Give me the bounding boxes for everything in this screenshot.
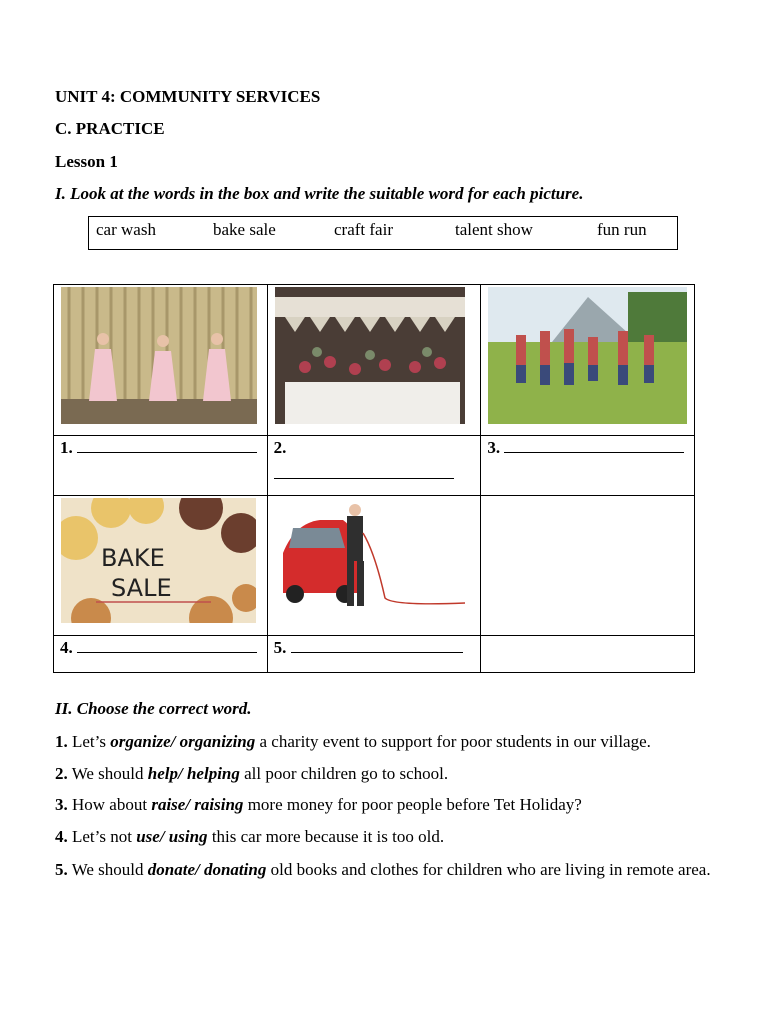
picture-cell bbox=[54, 285, 268, 436]
answer-blank[interactable] bbox=[77, 638, 257, 653]
question bbox=[55, 763, 715, 785]
picture-grid bbox=[53, 284, 695, 673]
exercise1-instruction: I. Look at the words in the box and write the suitable word for each picture. bbox=[55, 184, 584, 203]
question-text: old books and clothes for children who are living in remote area. bbox=[266, 860, 711, 879]
bake-sign-line2: SALE bbox=[111, 574, 172, 602]
picture-cell bbox=[54, 496, 268, 636]
section-title: C. PRACTICE bbox=[55, 119, 165, 138]
fun-run-picture bbox=[488, 287, 687, 424]
picture-cell bbox=[267, 285, 481, 436]
answer-blank[interactable] bbox=[291, 638, 463, 653]
answer-choice[interactable]: donate/ donating bbox=[147, 860, 267, 879]
item-number: 4. bbox=[60, 638, 73, 657]
picture-cell bbox=[481, 285, 695, 436]
talent-show-picture bbox=[61, 287, 257, 424]
word-option: fun run bbox=[597, 220, 647, 239]
answer-cell bbox=[54, 636, 268, 673]
unit-title: UNIT 4: COMMUNITY SERVICES bbox=[55, 87, 321, 106]
question-number: 2. bbox=[55, 764, 68, 783]
empty-cell bbox=[481, 636, 695, 673]
item-number: 3. bbox=[487, 438, 501, 457]
question-text: We should bbox=[71, 764, 148, 783]
item-number: 2. bbox=[273, 438, 287, 457]
answer-choice[interactable]: organize/ organizing bbox=[110, 732, 256, 751]
lesson-title: Lesson 1 bbox=[55, 152, 118, 171]
answer-blank[interactable] bbox=[504, 438, 684, 453]
question-text: Let’s not bbox=[72, 827, 137, 846]
answer-choice[interactable]: help/ helping bbox=[147, 764, 240, 783]
answer-blank[interactable] bbox=[77, 438, 257, 453]
answer-cell bbox=[267, 636, 481, 673]
question bbox=[55, 826, 715, 848]
answer-cell bbox=[54, 436, 268, 496]
craft-fair-picture bbox=[275, 287, 465, 424]
bake-sale-picture bbox=[61, 498, 256, 623]
question-number: 3. bbox=[55, 795, 68, 814]
question-text: this car more because it is too old. bbox=[207, 827, 445, 846]
question bbox=[55, 731, 715, 753]
empty-cell bbox=[481, 496, 695, 636]
question-number: 5. bbox=[55, 860, 68, 879]
exercise2-instruction: II. Choose the correct word. bbox=[55, 699, 252, 718]
item-number: 1. bbox=[60, 438, 73, 457]
question bbox=[55, 859, 715, 881]
question-number: 4. bbox=[55, 827, 68, 846]
answer-choice[interactable]: use/ using bbox=[136, 827, 208, 846]
question-text: We should bbox=[71, 860, 148, 879]
question-text: Let’s bbox=[72, 732, 111, 751]
answer-cell bbox=[267, 436, 481, 496]
item-number: 5. bbox=[273, 638, 287, 657]
word-option: talent show bbox=[455, 220, 533, 239]
question-text: a charity event to support for poor students in our village. bbox=[255, 732, 651, 751]
answer-choice[interactable]: raise/ raising bbox=[151, 795, 244, 814]
word-option: car wash bbox=[96, 220, 156, 239]
question-text: How about bbox=[72, 795, 152, 814]
car-wash-picture bbox=[275, 498, 465, 618]
picture-cell bbox=[267, 496, 481, 636]
answer-blank[interactable] bbox=[274, 464, 454, 479]
question-text: all poor children go to school. bbox=[239, 764, 449, 783]
answer-cell bbox=[481, 436, 695, 496]
question-number: 1. bbox=[55, 732, 68, 751]
word-option: craft fair bbox=[334, 220, 393, 239]
word-option: bake sale bbox=[213, 220, 276, 239]
question-text: more money for poor people before Tet Holiday? bbox=[243, 795, 582, 814]
word-box bbox=[88, 216, 678, 250]
bake-sign-line1: BAKE bbox=[101, 544, 165, 572]
question bbox=[55, 794, 715, 816]
